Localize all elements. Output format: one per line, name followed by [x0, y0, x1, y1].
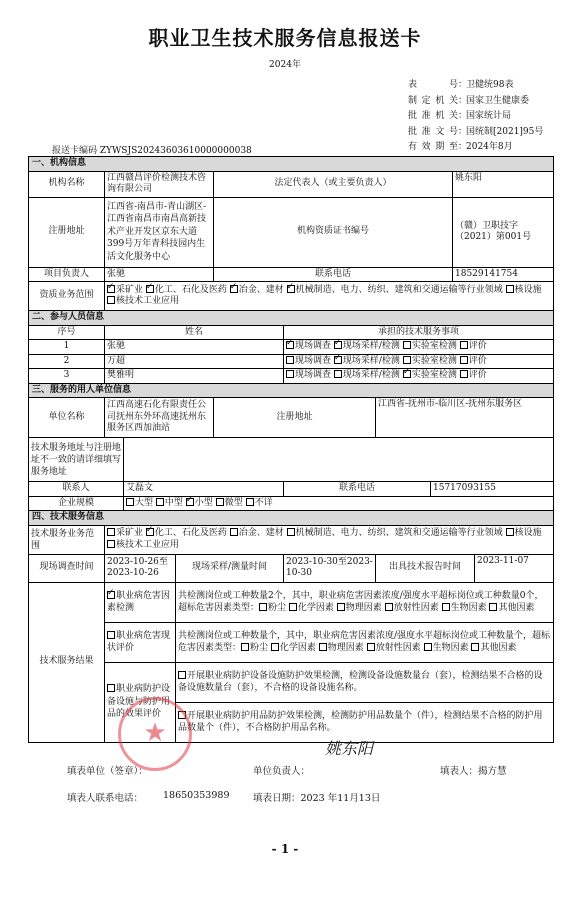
unchecked-box-icon[interactable]	[287, 528, 295, 536]
table-row	[29, 369, 554, 384]
sample-time-label: 现场采样/测量时间	[176, 554, 284, 582]
checkbox-option[interactable]	[460, 341, 487, 351]
checkbox-option[interactable]	[107, 528, 143, 538]
staff-name: 万超	[105, 354, 284, 369]
checkbox-option[interactable]	[287, 528, 503, 538]
result-protection-text: 职业病防护设备设施与防护用品的效果评价	[107, 684, 171, 720]
service-address-label: 技术服务地址与注册地址不一致的请详细填写服务地址	[29, 438, 124, 482]
unchecked-box-icon[interactable]	[506, 285, 514, 293]
report-time: 2023-11-07	[475, 554, 554, 582]
checkbox-label: 现场调查	[295, 370, 332, 380]
checkbox-label: 粉尘	[268, 603, 287, 613]
result-ppe-checkbox[interactable]	[178, 711, 186, 719]
unchecked-box-icon[interactable]	[506, 528, 514, 536]
unchecked-box-icon[interactable]	[246, 498, 254, 506]
meta-key: 有效期至	[408, 142, 458, 152]
checkbox-option[interactable]	[460, 356, 487, 366]
unchecked-box-icon[interactable]	[216, 498, 224, 506]
result-equipment-text: 开展职业病防护设备设施防护效果检测，检测设备设施数量台（套），检测结果不合格的设备设施数量台（套），不合格的设备设施名称。	[178, 670, 543, 693]
checkbox-option[interactable]	[337, 603, 382, 613]
cert-label: 机构资质证书编号	[214, 197, 453, 267]
address-label: 注册地址	[29, 197, 105, 267]
unchecked-box-icon[interactable]	[286, 370, 294, 378]
footer-date-label: 填表日期：	[253, 793, 301, 804]
footer-phone: 18650353989	[163, 790, 230, 801]
checkbox-label: 现场调查	[295, 355, 332, 366]
checkbox-label: 粉尘	[250, 643, 269, 653]
field-checklist	[105, 525, 554, 554]
checkbox-option[interactable]	[146, 285, 227, 295]
checkbox-option[interactable]	[403, 341, 457, 351]
checkbox-label: 化学因素	[297, 603, 334, 613]
checkbox-option[interactable]	[286, 356, 331, 366]
result-ppe-text: 开展职业病防护用品防护效果检测，检测防护用品数量个（件），检测结果不合格的防护用品数量个（件），不合格防护用品名称。	[178, 710, 543, 733]
scope-label: 资质业务范围	[29, 282, 105, 311]
unchecked-box-icon[interactable]	[107, 528, 115, 536]
page-title: 职业卫生技术服务信息报送卡	[148, 26, 422, 50]
checkbox-label: 微型	[224, 497, 243, 508]
result-equipment-detail	[176, 662, 554, 702]
meta-row	[408, 140, 543, 156]
unit-name: 江西高速石化有限责任公司抚州东外环高速抚州东服务区西加油站	[105, 398, 214, 438]
checkbox-label: 现场采样/检测	[342, 341, 400, 351]
staff-no: 3	[29, 369, 105, 384]
checkbox-label: 小型	[194, 497, 213, 508]
table-row	[29, 340, 554, 355]
section-header-client: 三、服务的用人单位信息	[29, 383, 554, 398]
col-name: 姓名	[105, 325, 284, 340]
result-detection-detail	[176, 582, 554, 622]
contact-phone-label: 联系电话	[284, 482, 431, 497]
unchecked-box-icon[interactable]	[403, 356, 411, 364]
checkbox-option[interactable]	[442, 603, 487, 613]
unchecked-box-icon[interactable]	[107, 540, 115, 548]
checkbox-option[interactable]	[506, 528, 542, 538]
checked-box-icon[interactable]	[107, 285, 115, 293]
checkbox-label: 冶金、建材	[238, 528, 284, 538]
unchecked-box-icon[interactable]	[230, 528, 238, 536]
checkbox-label: 其他因素	[480, 643, 517, 653]
contact-phone: 15717093155	[431, 482, 554, 497]
official-seal: ★	[118, 697, 192, 771]
checkbox-label: 评价	[468, 370, 487, 380]
meta-value: 2024年8月	[466, 142, 513, 152]
unit-label: 单位名称	[29, 398, 105, 438]
unchecked-box-icon[interactable]	[403, 341, 411, 349]
staff-items	[284, 369, 554, 384]
checkbox-option[interactable]	[334, 370, 400, 380]
result-status-checkbox[interactable]	[107, 631, 115, 639]
checkbox-option[interactable]	[489, 603, 534, 613]
legal-rep-label: 法定代表人（或主要负责人）	[214, 171, 453, 197]
result-status-label	[105, 622, 176, 662]
checkbox-label: 化学因素	[279, 643, 316, 653]
service-address	[124, 438, 554, 482]
result-status-types	[241, 643, 516, 653]
results-label: 技术服务结果	[29, 582, 105, 742]
checked-box-icon[interactable]	[146, 285, 154, 293]
checkbox-option[interactable]	[156, 498, 183, 508]
staff-items	[284, 340, 554, 355]
checked-box-icon[interactable]	[230, 285, 238, 293]
meta-colon: ：	[458, 142, 468, 152]
checkbox-option[interactable]	[403, 356, 457, 366]
unchecked-box-icon[interactable]	[367, 643, 375, 651]
unchecked-box-icon[interactable]	[286, 356, 294, 364]
checked-box-icon[interactable]	[146, 528, 154, 536]
meta-key: 制定机关	[408, 95, 458, 106]
staff-items	[284, 354, 554, 369]
checked-box-icon[interactable]	[186, 498, 194, 506]
unchecked-box-icon[interactable]	[471, 643, 479, 651]
section-header-staff: 二、参与人员信息	[29, 311, 554, 326]
checkbox-label: 评价	[468, 341, 487, 351]
reg-address: 江西省-抚州市-临川区-抚州东服务区	[376, 398, 554, 438]
checkbox-label: 机械制造、电力、纺织、建筑和交通运输等行业领域	[295, 528, 503, 538]
result-detection-checkbox[interactable]	[107, 591, 115, 599]
staff-name: 樊雅明	[105, 369, 284, 384]
section-header-service: 四、技术服务信息	[29, 511, 554, 526]
checkbox-label: 现场采样/检测	[342, 370, 400, 380]
staff-no: 2	[29, 354, 105, 369]
report-time-label: 出具技术报告时间	[376, 554, 475, 582]
contact-name: 艾磊文	[124, 482, 284, 497]
scope-checklist	[105, 282, 554, 311]
checkbox-option[interactable]	[241, 643, 268, 653]
staff-name: 张驰	[105, 340, 284, 355]
unchecked-box-icon[interactable]	[289, 603, 297, 611]
checkbox-label: 化工、石化及医药	[154, 528, 227, 538]
checkbox-option[interactable]	[424, 643, 469, 653]
meta-key: 批准文号	[408, 126, 458, 137]
footer-date	[253, 790, 380, 804]
meta-key: 表 号	[408, 80, 458, 90]
section-header-org: 一、机构信息	[29, 157, 554, 172]
checkbox-label: 核技术工业应用	[116, 296, 180, 306]
unchecked-box-icon[interactable]	[241, 643, 249, 651]
footer-filler-label: 填表人：	[440, 766, 479, 777]
checkbox-label: 化工、石化及医药	[154, 284, 227, 295]
meta-key: 批准机关	[408, 111, 458, 121]
legal-rep: 姚东阳	[453, 171, 554, 197]
checkbox-option[interactable]	[287, 285, 503, 295]
unchecked-box-icon[interactable]	[460, 356, 468, 364]
form-table	[28, 156, 553, 743]
checkbox-label: 其他因素	[498, 603, 535, 613]
checkbox-label: 放射性因素	[375, 643, 421, 653]
checkbox-option[interactable]	[259, 603, 286, 613]
checkbox-option[interactable]	[271, 643, 316, 653]
checkbox-label: 实验室检测	[411, 370, 457, 380]
unchecked-box-icon[interactable]	[334, 370, 342, 378]
checkbox-option[interactable]	[471, 643, 516, 653]
size-label: 企业规模	[29, 496, 124, 511]
sample-time: 2023-10-30至2023-10-30	[284, 554, 376, 582]
result-status-summary: 共检测岗位或工种数量个，其中，职业病危害因素浓度/强度水平超标岗位或工种数量个，超标危害因素类型：	[178, 631, 551, 653]
survey-time: 2023-10-26至2023-10-26	[105, 554, 176, 582]
unchecked-box-icon[interactable]	[460, 370, 468, 378]
unchecked-box-icon[interactable]	[489, 603, 497, 611]
meta-row	[408, 109, 543, 125]
checkbox-label: 物理因素	[327, 643, 364, 653]
checkbox-label: 评价	[468, 355, 487, 366]
checkbox-option[interactable]	[146, 528, 227, 538]
meta-value: 卫健统98表	[466, 80, 514, 90]
footer-head-label: 单位负责人：	[253, 766, 311, 777]
checked-box-icon[interactable]	[334, 341, 342, 349]
checkbox-option[interactable]	[385, 603, 439, 613]
checked-box-icon[interactable]	[403, 370, 411, 378]
result-detection-label	[105, 582, 176, 622]
footer-filler	[440, 763, 507, 777]
checkbox-option[interactable]	[286, 341, 331, 351]
checkbox-label: 采矿业	[116, 284, 144, 295]
checkbox-label: 现场采样/检测	[342, 355, 400, 366]
result-detection-types	[259, 603, 534, 613]
unchecked-box-icon[interactable]	[126, 498, 134, 506]
unchecked-box-icon[interactable]	[259, 603, 267, 611]
meta-row	[408, 94, 543, 110]
form-meta	[408, 78, 543, 156]
checkbox-label: 采矿业	[116, 528, 144, 538]
contact-label: 联系人	[29, 482, 124, 497]
cert-number: （赣）卫职技字（2021）第001号	[453, 197, 554, 267]
field-label: 技术服务业务范围	[29, 525, 105, 554]
table-row	[29, 354, 554, 369]
survey-time-label: 现场调查时间	[29, 554, 105, 582]
checkbox-option[interactable]	[246, 498, 273, 508]
checkbox-option[interactable]	[334, 356, 400, 366]
meta-value: 国家统计局	[466, 111, 512, 121]
meta-row	[408, 78, 543, 94]
checkbox-option[interactable]	[286, 370, 331, 380]
org-name: 江西赣昌评价检测技术咨询有限公司	[105, 171, 214, 197]
checkbox-option[interactable]	[230, 528, 284, 538]
result-protection-checkbox[interactable]	[107, 684, 115, 692]
checkbox-option[interactable]	[319, 643, 364, 653]
meta-value: 国统制[2021]95号	[466, 126, 544, 137]
unchecked-box-icon[interactable]	[271, 643, 279, 651]
result-detection-summary: 共检测岗位或工种数量2个，其中，职业病危害因素浓度/强度水平超标岗位或工种数量0个，超标危害因素类型：	[178, 591, 544, 613]
footer-unit-label: 填表单位（签章）：	[67, 766, 148, 777]
checkbox-option[interactable]	[334, 341, 400, 351]
checkbox-option[interactable]	[289, 603, 334, 613]
checkbox-option[interactable]	[506, 285, 542, 295]
checkbox-option[interactable]	[186, 498, 213, 508]
unchecked-box-icon[interactable]	[460, 341, 468, 349]
checked-box-icon[interactable]	[286, 341, 294, 349]
footer-date-value: 2023 年11月13日	[300, 793, 381, 804]
checked-box-icon[interactable]	[287, 285, 295, 293]
meta-colon: ：	[458, 111, 468, 121]
pm-phone: 18529141754	[453, 267, 554, 282]
checkbox-option[interactable]	[107, 285, 143, 295]
meta-row	[408, 125, 543, 141]
col-items: 承担的技术服务事项	[284, 325, 554, 340]
serial-number: 报送卡编码 ZYWSJS20243603610000000038	[52, 146, 252, 156]
checkbox-option[interactable]	[216, 498, 243, 508]
unchecked-box-icon[interactable]	[424, 643, 432, 651]
unchecked-box-icon[interactable]	[319, 643, 327, 651]
footer-filler-name: 揭方慧	[478, 766, 507, 777]
checked-box-icon[interactable]	[334, 356, 342, 364]
checkbox-option[interactable]	[230, 285, 284, 295]
checkbox-label: 核设施	[514, 528, 542, 538]
pm-phone-label: 联系电话	[214, 267, 453, 282]
checkbox-option[interactable]	[107, 540, 179, 550]
checkbox-label: 机械制造、电力、纺织、建筑和交通运输等行业领域	[295, 284, 503, 295]
checkbox-label: 生物因素	[432, 643, 469, 653]
checkbox-label: 物理因素	[345, 603, 382, 613]
checkbox-label: 大型	[135, 497, 154, 508]
handwritten-signature: 姚东阳	[325, 739, 374, 758]
checkbox-label: 核设施	[514, 284, 542, 295]
checkbox-option[interactable]	[460, 370, 487, 380]
checkbox-option[interactable]	[107, 296, 179, 306]
unchecked-box-icon[interactable]	[385, 603, 393, 611]
result-equipment-checkbox[interactable]	[178, 671, 186, 679]
meta-colon: ：	[458, 80, 468, 90]
page-number: - 1 -	[271, 842, 299, 856]
checkbox-label: 放射性因素	[393, 603, 439, 613]
pm-name: 张驰	[105, 267, 214, 282]
size-checklist	[124, 496, 554, 511]
report-year: 2024年	[269, 60, 301, 70]
unchecked-box-icon[interactable]	[107, 296, 115, 304]
pm-label: 项目负责人	[29, 267, 105, 282]
footer-phone-label: 填表人联系电话：	[67, 793, 144, 804]
result-protection-label	[105, 662, 176, 742]
col-no: 序号	[29, 325, 105, 340]
result-detection-text: 职业病危害因素检测	[107, 591, 171, 613]
reg-address-label: 注册地址	[214, 398, 376, 438]
checkbox-label: 中型	[164, 497, 183, 508]
unchecked-box-icon[interactable]	[156, 498, 164, 506]
meta-colon: ：	[458, 95, 468, 106]
meta-colon: ：	[458, 126, 468, 137]
checkbox-label: 冶金、建材	[238, 284, 284, 295]
result-status-text: 职业病危害现状评价	[107, 631, 171, 653]
checkbox-label: 现场调查	[295, 341, 332, 351]
checkbox-option[interactable]	[403, 370, 457, 380]
unchecked-box-icon[interactable]	[442, 603, 450, 611]
checkbox-label: 实验室检测	[411, 341, 457, 351]
checkbox-option[interactable]	[367, 643, 421, 653]
checkbox-label: 实验室检测	[411, 355, 457, 366]
checkbox-option[interactable]	[126, 498, 153, 508]
result-status-detail	[176, 622, 554, 662]
checkbox-label: 核技术工业应用	[116, 539, 180, 550]
address: 江西省-南昌市-青山湖区-江西省南昌市南昌高新技术产业开发区京东大道399号万年青科技园内生活文化服务中心	[105, 197, 214, 267]
org-name-label: 机构名称	[29, 171, 105, 197]
checkbox-label: 生物因素	[450, 603, 487, 613]
meta-value: 国家卫生健康委	[466, 95, 530, 106]
checkbox-label: 不详	[254, 497, 273, 508]
staff-no: 1	[29, 340, 105, 355]
unchecked-box-icon[interactable]	[337, 603, 345, 611]
